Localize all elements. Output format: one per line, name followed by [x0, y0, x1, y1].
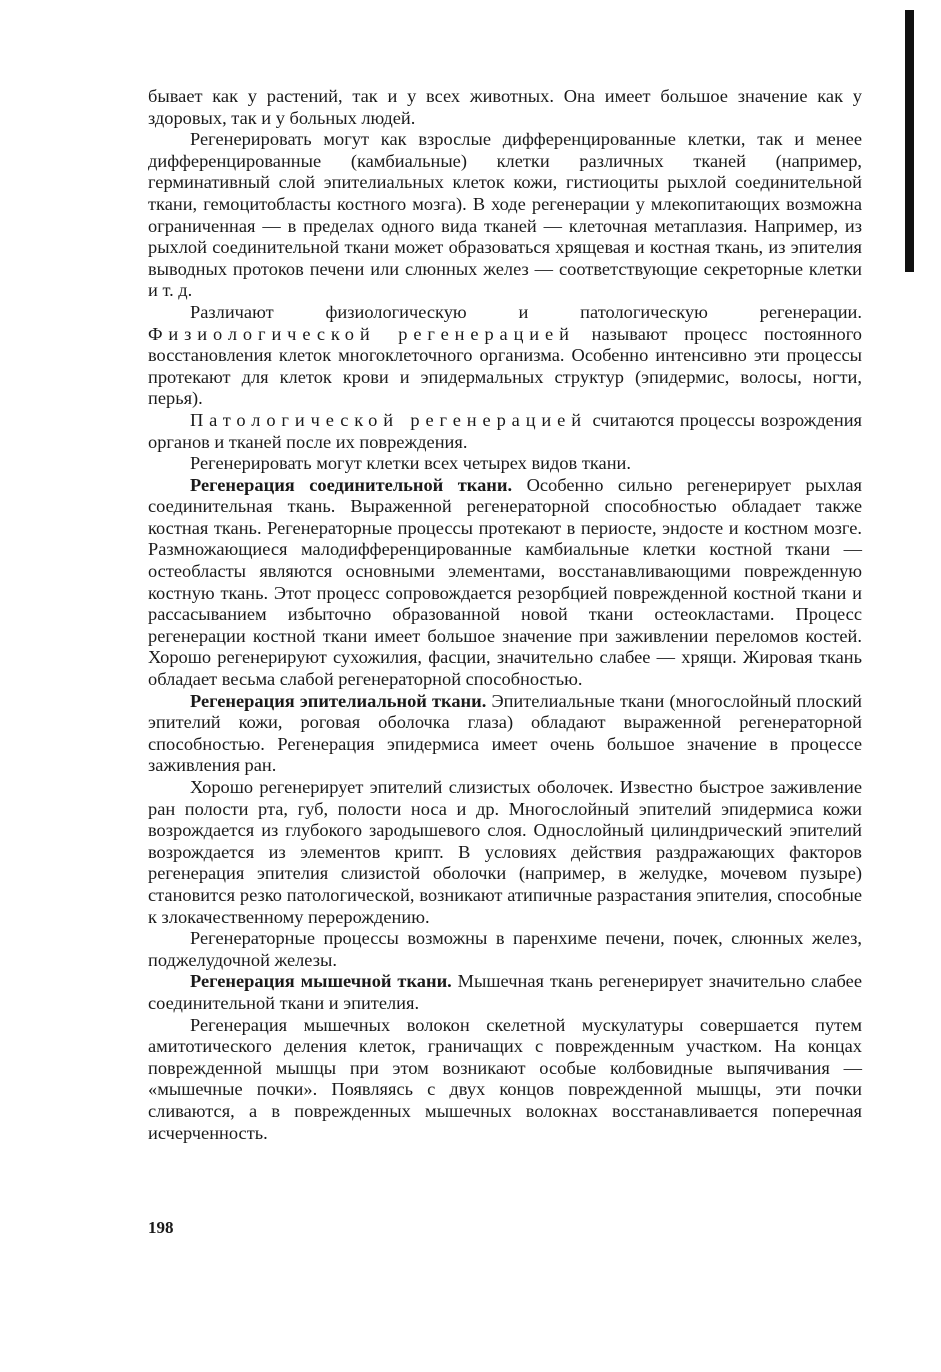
- scan-edge-bar: [905, 10, 914, 272]
- paragraph-text: Особенно сильно регенерирует рыхлая соединительная ткань. Выраженной регенераторной способностью обладает также костная ткань. Регенераторные процессы протекают в периосте, эндосте и костном мозге. Размножающиеся малодифференцированные камбиальные клетки костной ткани — остеобласты являются основными элементами, восстанавливающими поврежденную костную ткань. Этот процесс сопровождается резорбцией поврежденной костной ткани и рассасыванием избыточно образованной новой ткани остеокластами. Процесс регенерации костной ткани имеет большое значение при заживлении переломов костей. Хорошо регенерируют сухожилия, фасции, значительно слабее — хрящи. Жировая ткань обладает весьма слабой регенераторной способностью.: [148, 474, 863, 690]
- paragraph-epithelial-tissue: [148, 691, 862, 777]
- run-in-heading-epithelial: Регенерация эпителиальной ткани.: [190, 690, 487, 711]
- page-body: [148, 86, 862, 1144]
- spaced-term-pathological: Патологической регенерацией: [190, 409, 587, 430]
- paragraph-physiological: [148, 302, 862, 410]
- paragraph-muscle-fibers: [148, 1015, 862, 1145]
- paragraph-text: Регенерировать могут как взрослые дифференцированные клетки, так и менее дифференцированные (камбиальные) клетки различных тканей (например, герминативный слой эпителиальных клеток кожи, гистиоциты рыхлой соединительной ткани, гемоцитобласты костного мозга). В ходе регенерации у млекопитающих возможна ограниченная — в пределах одного вида тканей — клеточная метаплазия. Например, из рыхлой соединительной ткани может образоваться хрящевая и костная ткань, из эпителия выводных протоков печени или слюнных желез — соответствующие секреторные клетки и т. д.: [148, 129, 862, 301]
- run-in-heading-muscle: Регенерация мышечной ткани.: [190, 971, 452, 992]
- paragraph-connective-tissue: [148, 475, 862, 691]
- spaced-term-physiological: Физиологической регенерацией: [148, 323, 575, 344]
- paragraph-text: бывает как у растений, так и у всех животных. Она имеет большое значение как у здоровых, так и у больных людей.: [148, 86, 862, 128]
- paragraph-continuation: [148, 86, 862, 129]
- paragraph-text: считаются процессы возрождения органов и тканей после их повреждения.: [148, 409, 862, 452]
- paragraph-text: Мышечная ткань регенерирует значительно слабее соединительной ткани и эпителия.: [148, 971, 862, 1013]
- paragraph-text: Различают физиологическую и патологическую регенерации.: [190, 301, 862, 322]
- paragraph-text: Регенерировать могут клетки всех четырех видов ткани.: [190, 453, 631, 474]
- page-number: 198: [148, 1218, 174, 1237]
- paragraph-parenchyma: [148, 928, 862, 971]
- paragraph-text: Регенерация мышечных волокон скелетной мускулатуры совершается путем амитотического деления клеток, граничащих с поврежденным участком. На концах поврежденной мышцы при этом возникают особые колбовидные выпячивания — «мышечные почки». Появляясь с двух концов поврежденной мышцы, эти почки сливаются, а в поврежденных мышечных волокнах восстанавливается поперечная исчерченность.: [148, 1014, 862, 1143]
- paragraph-text: Эпителиальные ткани (многослойный плоский эпителий кожи, роговая оболочка глаза) обладают выраженной регенераторной способностью. Регенерация эпидермиса имеет очень большое значение в процессе заживления ран.: [148, 690, 862, 776]
- paragraph-regeneration-cells: [148, 129, 862, 302]
- paragraph-text: Хорошо регенерирует эпителий слизистых оболочек. Известно быстрое заживление ран полости рта, губ, полости носа и др. Многослойный эпителий эпидермиса кожи возрождается из глубокого зародышевого слоя. Однослойный цилиндрический эпителий возрождается из элементов крипт. В условиях действия раздражающих факторов регенерация эпителия слизистой оболочки (например, в желудке, мочевом пузыре) становится резко патологической, возникают атипичные разрастания эпителия, способные к злокачественному перерождению.: [148, 777, 862, 927]
- paragraph-muscle-tissue: [148, 971, 862, 1014]
- paragraph-pathological: [148, 410, 862, 453]
- paragraph-mucosa: [148, 777, 862, 928]
- paragraph-text: называют процесс постоянного восстановления клеток многоклеточного организма. Особенно интенсивно эти процессы протекают для клеток крови и эпидермальных структур (эпидермис, волосы, ногти, перья).: [148, 323, 862, 409]
- paragraph-four-tissues: [148, 453, 862, 475]
- paragraph-text: Регенераторные процессы возможны в паренхиме печени, почек, слюнных желез, поджелудочной железы.: [148, 928, 862, 970]
- run-in-heading-connective: Регенерация соединительной ткани.: [190, 474, 513, 495]
